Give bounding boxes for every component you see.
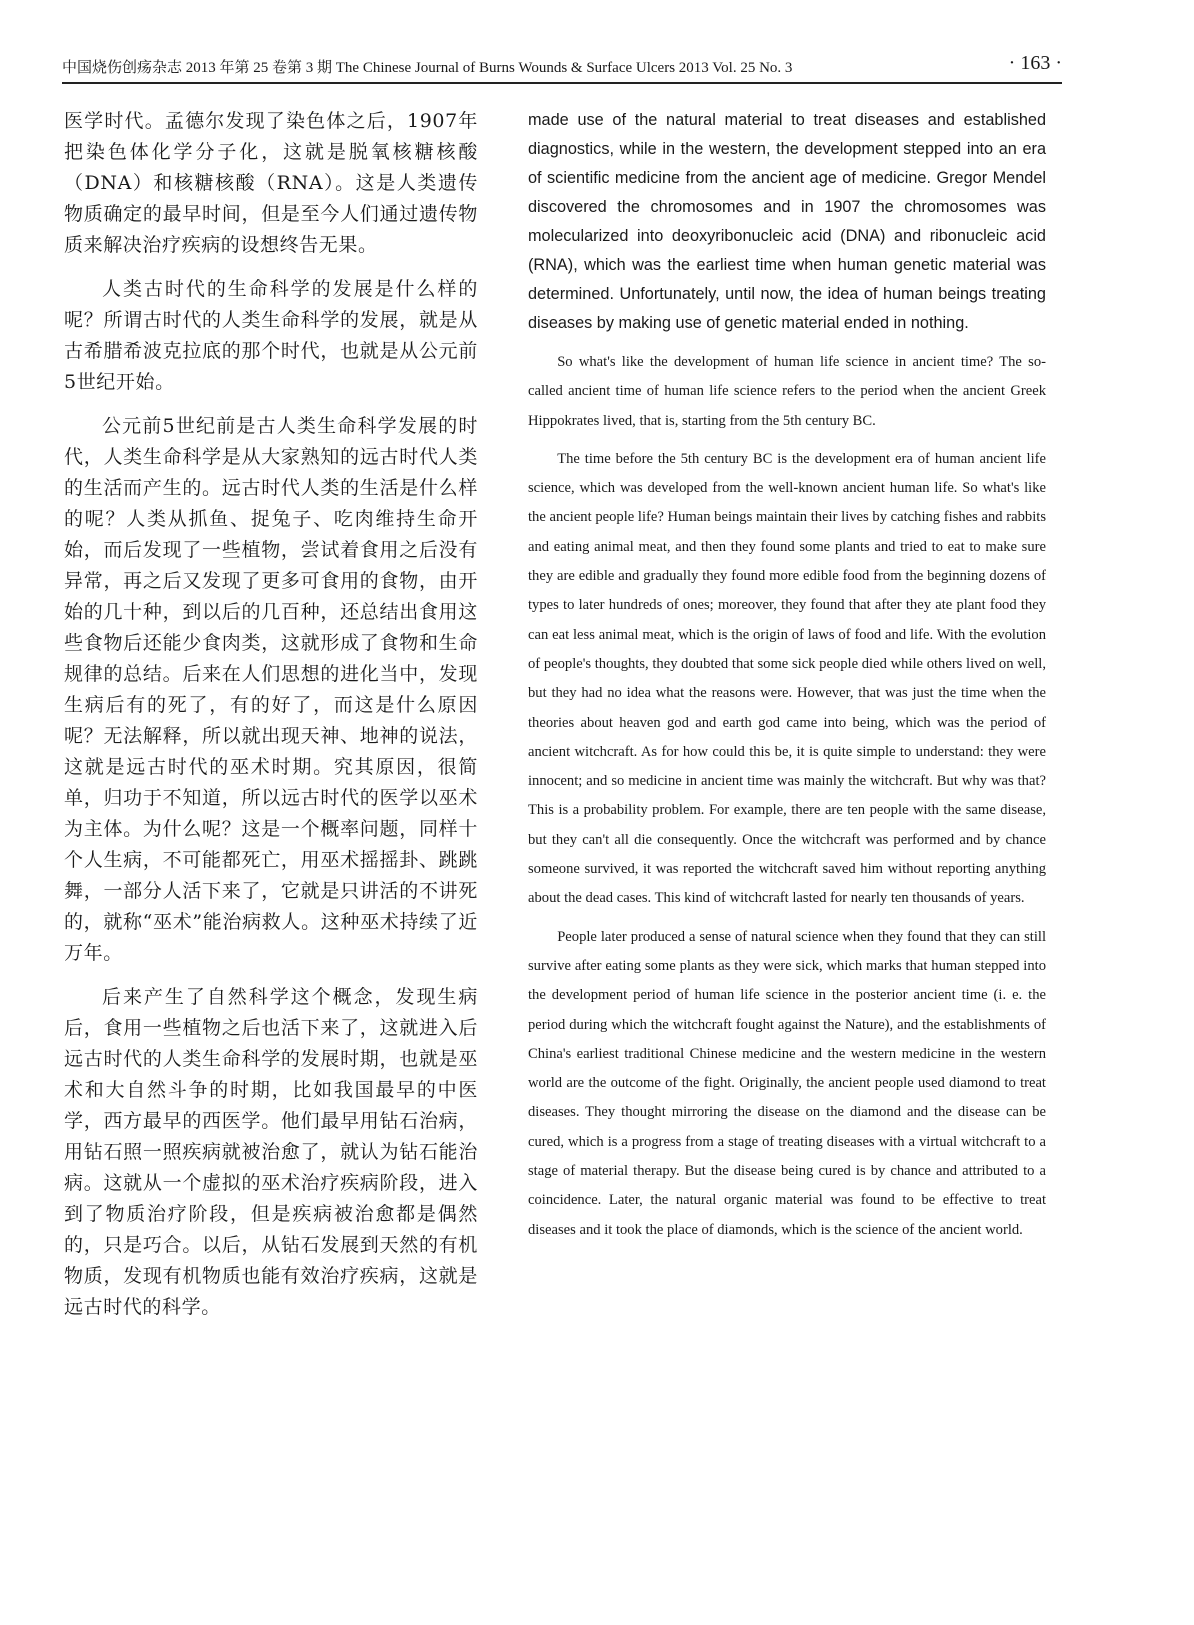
chinese-paragraph: 公元前5世纪前是古人类生命科学发展的时代，人类生命科学是从大家熟知的远古时代人类的生活而产生的。远古时代人类的生活是什么样的呢？人类从抓鱼、捉兔子、吃肉维持生命开始，而后发现了一些植物，尝试着食用之后没有异常，再之后又发现了更多可食用的食物，由开始的几十种，到以后的几百种，还总结出食用这些食物后还能少食肉类，这就形成了食物和生命规律的总结。后来在人们思想的进化当中，发现生病后有的死了，有的好了，而这是什么原因呢？无法解释，所以就出现天神、地神的说法，这就是远古时代的巫术时期。究其原因，很简单，归功于不知道，所以远古时代的医学以巫术为主体。为什么呢？这是一个概率问题，同样十个人生病，不可能都死亡，用巫术摇摇卦、跳跳舞，一部分人活下来了，它就是只讲活的不讲死的，就称“巫术”能治病救人。这种巫术持续了近万年。 [64,415,478,964]
running-header [62,52,1062,84]
chinese-text-column [64,106,478,1336]
chinese-paragraph: 人类古时代的生命科学的发展是什么样的呢？所谓古时代的人类生命科学的发展，就是从古希腊希波克拉底的那个时代，也就是从公元前5世纪开始。 [64,278,478,393]
page-number: · 163 · [1008,52,1062,74]
journal-citation: 中国烧伤创疡杂志 2013 年第 25 卷第 3 期 The Chinese Journal of Burns Wounds & Surface Ulcers 2013 Vol. 25 No. 3 [62,60,793,76]
english-intro-paragraph: made use of the natural material to treat diseases and established diagnostics, while in the western, the development stepped into an era of scientific medicine from the ancient age of medicine. Gregor Mendel discovered the chromosomes and in 1907 the chromosomes was molecularized into deoxyribonucleic acid (DNA) and ribonucleic acid (RNA), which was the earliest time when human genetic material was determined. Unfortunately, until now, the idea of human beings treating diseases by making use of genetic material ended in nothing. [528,111,1046,332]
english-paragraph: People later produced a sense of natural science when they found that they can still survive after eating some plants as they were sick, which marks that human stepped into the development period of human life science in the posterior ancient time (i. e. the period during which the witchcraft fought against the Nature), and the establishments of China's earliest traditional Chinese medicine and the western medicine in the western world are the outcome of the fight. Originally, the ancient people used diamond to treat diseases. They thought mirroring the disease on the diamond and the disease can be cured, which is a progress from a stage of treating diseases with a virtual witchcraft to a stage of material therapy. But the disease being cured is by chance and attributed to a coincidence. Later, the natural organic material was found to be effective to treat diseases and it took the place of diamonds, which is the science of the ancient world. [528,928,1046,1238]
english-paragraph: So what's like the development of human life science in ancient time? The so-called ancient time of human life science refers to the period when the ancient Greek Hippokrates lived, that is, starting from the 5th century BC. [528,354,1046,429]
chinese-paragraph: 医学时代。孟德尔发现了染色体之后，1907年把染色体化学分子化，这就是脱氧核糖核酸（DNA）和核糖核酸（RNA）。这是人类遗传物质确定的最早时间，但是至今人们通过遗传物质来解决治疗疾病的设想终告无果。 [64,110,478,256]
english-text-column [528,106,1046,1254]
chinese-paragraph: 后来产生了自然科学这个概念，发现生病后，食用一些植物之后也活下来了，这就进入后远古时代的人类生命科学的发展时期，也就是巫术和大自然斗争的时期，比如我国最早的中医学，西方最早的西医学。他们最早用钻石治病，用钻石照一照疾病就被治愈了，就认为钻石能治病。这就从一个虚拟的巫术治疗疾病阶段，进入到了物质治疗阶段，但是疾病被治愈都是偶然的，只是巧合。以后，从钻石发展到天然的有机物质，发现有机物质也能有效治疗疾病，这就是远古时代的科学。 [64,986,478,1318]
english-paragraph: The time before the 5th century BC is the development era of human ancient life science, which was developed from the well-known ancient human life. So what's like the ancient people life? Human beings maintain their lives by catching fishes and rabbits and eating animal meat, and then they found some plants and tried to eat to make sure they are edible and gradually they found more edible food from the beginning dozens of types to later hundreds of ones; moreover, they found that after they ate plant food they can eat less animal meat, which is the origin of laws of food and life. With the evolution of people's thoughts, they doubted that some sick people died while others lived on well, but they had no idea what the reasons were. However, that was just the time when the theories about heaven god and earth god came into being, which was the period of ancient witchcraft. As for how could this be, it is quite simple to understand: they were innocent; and so medicine in ancient time was mainly the witchcraft. But why was that? This is a probability problem. For example, there are ten people with the same disease, but they can't all die consequently. Once the witchcraft was performed and by chance someone survived, it was reported the witchcraft saved him without reporting anything about the dead cases. This kind of witchcraft lasted for nearly ten thousands of years. [528,450,1046,907]
